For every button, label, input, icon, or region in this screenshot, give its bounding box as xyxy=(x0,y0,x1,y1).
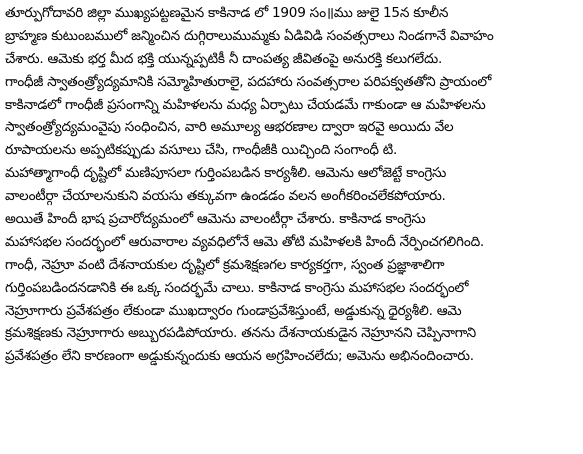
paragraph-line-8: మహాత్మాగాంధీ దృష్టిలో మణిపూసలా గుర్తింపబడిన కార్యశీలి. ఆమెను ఆలోజెట్టే కాంగ్రెసు xyxy=(5,165,447,182)
paragraph-line-10: అయితే హిందీ భాష ప్రచారోద్యమంలో ఆమెను వాలంటీర్గా చేశారు. కాకినాడ కాంగ్రెసు xyxy=(5,211,426,228)
paragraph-line-1: తూర్పుగోదావరి జిల్లా ముఖ్యపట్టణమైన కాకినాడ లో 1909 సం॥ము జులై 15న కూలీన xyxy=(5,5,449,21)
paragraph-line-11: మహాసభల సందర్భంలో ఆరువారాల వ్యవధిలోనే ఆమె తోటి మహిళలకి హిందీ నేర్పించగలిగింది. xyxy=(5,233,484,250)
paragraph-line-12: గాంధీ, నెహ్రూ వంటి దేశనాయకుల దృష్టిలో క్రమశిక్షణగల కార్యకర్తగా, స్వంత ప్రజ్ఞాశాలిగా xyxy=(5,256,445,273)
paragraph-line-4: గాంధీజీ స్వాతంత్ర్యోద్యమానికి సమ్మోహితురాలై, పదహారు సంవత్సరాల పరిపక్వతతోని ప్రాయంలో xyxy=(5,73,492,90)
paragraph-line-3: చేశారు. ఆమెకు భర్త మీద భక్తి యున్నప్పటికీ నీ దాంపత్య జీవితంపై అనురక్తి కలుగలేదు. xyxy=(5,50,443,67)
paragraph-line-16: ప్రవేశపత్రం లేని కారణంగా అడ్డుకున్నందుకు ఆయన అగ్రహించలేదు; అమెను అభినందించారు. xyxy=(5,348,474,365)
paragraph-line-7: రూపాయలను అప్పటికప్పుడు వసూలు చేసి, గాంధీజీకి యిచ్చింది సంగాంధీ టి. xyxy=(5,142,398,159)
paragraph-line-5: కాకినాడలో గాంధీజీ ప్రసంగాన్ని మహిళలను మధ్య ఏర్పాటు చేయడమే గాకుండా ఆ మహిళలను xyxy=(5,96,486,113)
paragraph-line-6: స్వాతంత్ర్యోద్యమంవైపు సంధించిన, వారి అమూల్య ఆభరణాల ద్వారా ఇరవై అయిదు వేల xyxy=(5,119,454,136)
paragraph-line-13: గుర్తింపబడిందనడానికి ఈ ఒక్క సందర్భమే చాలు. కాకినాడ కాంగ్రెసు మహాసభల సందర్భంలో xyxy=(5,279,469,296)
paragraph-line-14: నెహ్రూగారు ప్రవేశపత్రం లేకుండా ముఖద్వారం గుండాప్రవేశిస్తుంటే, అడ్డుకున్న ధైర్యశీలి. ఆమె xyxy=(5,302,462,319)
paragraph-line-2: బ్రాహ్మణ కుటుంబములో జన్మించిన దుగ్గిరాలుముమ్మకు ఏడివిడి సంవత్సరాలు నిండగానే వివాహం xyxy=(5,27,494,44)
paragraph-line-15: క్రమశిక్షణకు నెహ్రూగారు అబ్బురపడిపోయారు. తనను దేశనాయకుడైన నెహ్రూనని చెప్పినాగాని xyxy=(5,325,476,342)
paragraph-line-9: వాలంటీర్గా చేయాలనుకుని వయసు తక్కువగా ఉండడం వలన అంగీకరించలేకపోయారు. xyxy=(5,188,446,205)
